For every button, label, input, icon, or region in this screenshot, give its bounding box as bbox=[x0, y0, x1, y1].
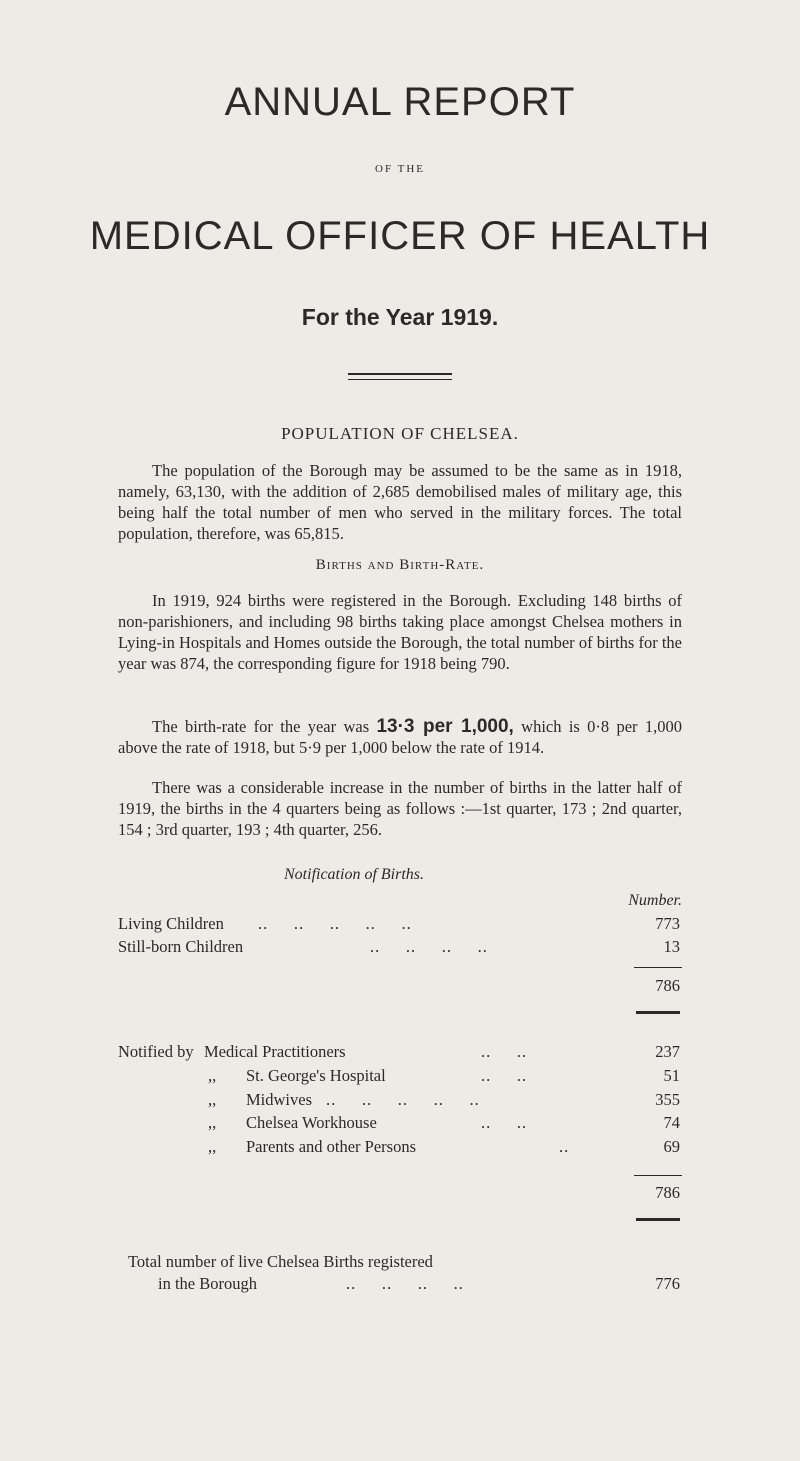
leader-dots: .. .. .. .. bbox=[370, 937, 488, 956]
report-year: For the Year 1919. bbox=[301, 304, 499, 330]
leader-dots: .. .. bbox=[481, 1066, 528, 1085]
table-row bbox=[0, 1066, 800, 1088]
population-paragraph bbox=[118, 460, 682, 544]
children-total: 786 bbox=[655, 976, 680, 995]
births-heading: Births and Birth-Rate. bbox=[315, 557, 485, 573]
table-row bbox=[0, 1090, 800, 1112]
table-row bbox=[0, 1274, 800, 1296]
notified-by-label: Notified by bbox=[118, 1042, 194, 1061]
table-row bbox=[0, 914, 800, 936]
row-label: Midwives bbox=[246, 1090, 312, 1109]
births-text-3: There was a considerable increase in the number of births in the latter half of 1919, the births in the 4 quarters being as follows :—1st quarter, 173 ; 2nd quarter, 154 ; 3rd quarter, 193 ; 4th quarter, 256. bbox=[118, 778, 682, 839]
birth-rate-value: 13·3 per 1,000, bbox=[376, 716, 514, 737]
row-value: 13 bbox=[663, 937, 680, 956]
row-value: 773 bbox=[655, 914, 680, 933]
population-text: The population of the Borough may be assumed to be the same as in 1918, namely, 63,130, with the addition of 2,685 demobilised males of military age, this being half the total number of men who served in the military forces. The total population, therefore, was 65,815. bbox=[118, 461, 682, 543]
live-births-label-line-2: in the Borough bbox=[158, 1274, 257, 1293]
notification-caption: Notification of Births. bbox=[284, 866, 425, 883]
table-row bbox=[0, 1042, 800, 1064]
report-subtitle: MEDICAL OFFICER OF HEALTH bbox=[89, 214, 711, 258]
row-label: Chelsea Workhouse bbox=[246, 1113, 377, 1132]
sum-rule bbox=[634, 967, 682, 968]
leader-dots: .. .. .. .. bbox=[346, 1274, 464, 1293]
live-births-value: 776 bbox=[655, 1274, 680, 1293]
number-column-header: Number. bbox=[628, 892, 682, 909]
row-value: 69 bbox=[663, 1137, 680, 1156]
row-label: Still-born Children bbox=[118, 937, 244, 956]
report-title: ANNUAL REPORT bbox=[224, 80, 576, 124]
ditto-mark: ,, bbox=[208, 1137, 217, 1156]
table-row bbox=[0, 1137, 800, 1159]
total-rule bbox=[636, 1011, 680, 1014]
leader-dots: .. .. .. .. .. bbox=[258, 914, 412, 933]
title-divider bbox=[348, 373, 452, 380]
leader-dots: .. .. .. .. .. bbox=[326, 1090, 480, 1109]
row-value: 51 bbox=[663, 1066, 680, 1085]
row-label: Parents and other Persons bbox=[246, 1137, 417, 1156]
row-label: St. George's Hospital bbox=[246, 1066, 386, 1085]
birth-rate-comparison: which is 0·8 per 1,000 above the rate of 1918, but 5·9 per 1,000 below the rate of 1914. bbox=[118, 717, 682, 757]
population-heading: POPULATION OF CHELSEA. bbox=[281, 424, 519, 443]
live-births-label-line-1: Total number of live Chelsea Births registered bbox=[128, 1252, 433, 1271]
ditto-mark: ,, bbox=[208, 1066, 217, 1085]
births-paragraph-3 bbox=[118, 777, 682, 840]
row-value: 237 bbox=[655, 1042, 680, 1061]
total-rule bbox=[636, 1218, 680, 1221]
row-value: 355 bbox=[655, 1090, 680, 1109]
notifiers-total: 786 bbox=[655, 1183, 680, 1202]
row-label: Living Children bbox=[118, 914, 224, 933]
sum-rule bbox=[634, 1175, 682, 1176]
table-row bbox=[0, 1113, 800, 1135]
row-value: 74 bbox=[663, 1113, 680, 1132]
table-row bbox=[0, 937, 800, 959]
row-label: Medical Practitioners bbox=[204, 1042, 346, 1061]
of-the-text: OF THE bbox=[375, 163, 425, 175]
ditto-mark: ,, bbox=[208, 1090, 217, 1109]
birth-rate-text: The birth-rate for the year was bbox=[152, 717, 370, 736]
ditto-mark: ,, bbox=[208, 1113, 217, 1132]
leader-dots: .. .. bbox=[481, 1042, 528, 1061]
births-paragraph-2 bbox=[118, 716, 682, 758]
births-text-1: In 1919, 924 births were registered in the Borough. Excluding 148 births of non-parishioners, and including 98 births taking place amongst Chelsea mothers in Lying-in Hospitals and Homes outside the Borough, the total number of births for the year was 874, the corresponding figure for 1918 being 790. bbox=[118, 591, 682, 673]
births-paragraph-1 bbox=[118, 590, 682, 674]
leader-dots: .. .. bbox=[481, 1113, 528, 1132]
leader-dots: .. bbox=[559, 1137, 570, 1156]
